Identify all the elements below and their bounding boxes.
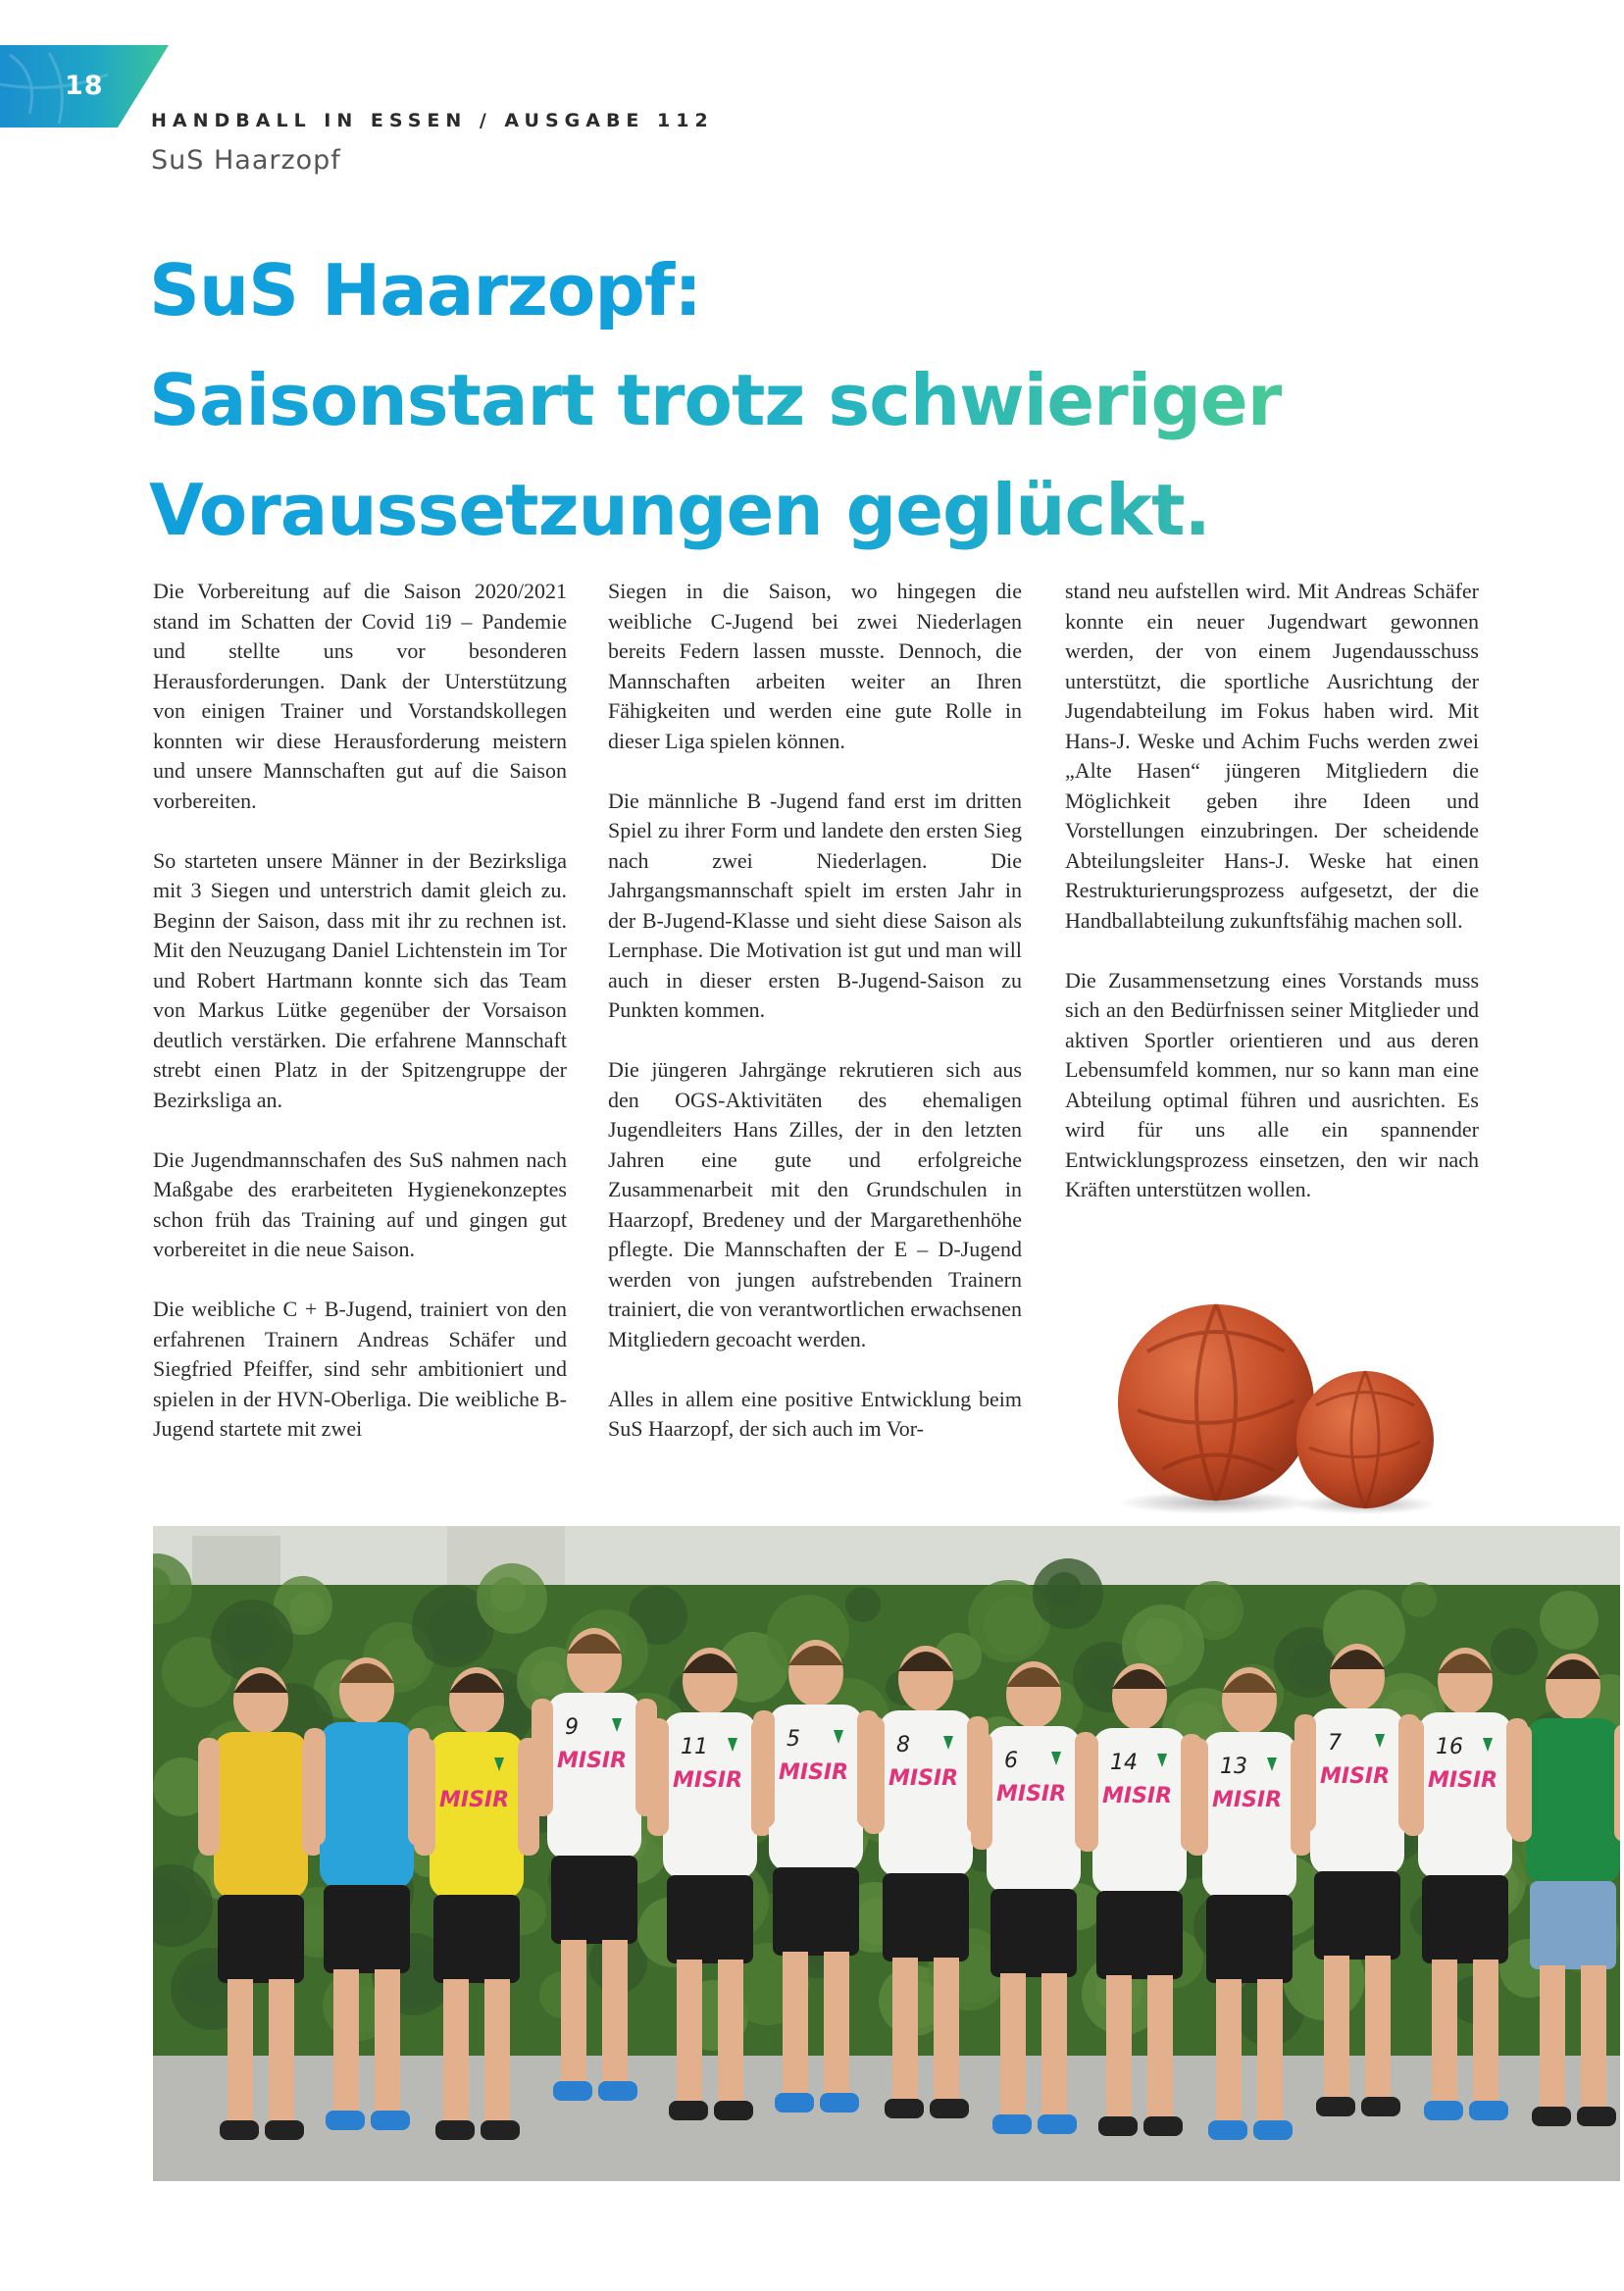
player-shoe	[885, 2099, 924, 2118]
player-shoe	[992, 2114, 1032, 2134]
player-shorts	[883, 1873, 969, 1961]
sponsor-logo: MISIR	[439, 1788, 510, 1812]
player-arm	[863, 1716, 885, 1834]
player-arm	[1614, 1724, 1620, 1842]
player-shoe	[326, 2111, 365, 2130]
player-shoe	[1038, 2114, 1077, 2134]
article-column-3	[1065, 577, 1479, 1235]
player-shirt	[320, 1722, 414, 1889]
paragraph: Die Jugendmannschafen des SuS nahmen nach Maßgabe des erarbeiteten Hygienekonzeptes schon früh das Training auf und gingen gut vorbereitet in die neue Saison.	[153, 1146, 567, 1261]
jersey-number: 11	[681, 1735, 708, 1759]
player-shoe	[1577, 2107, 1616, 2126]
player-leg	[677, 1960, 702, 2107]
jersey-number: 16	[1436, 1735, 1463, 1759]
player-leg	[783, 1952, 808, 2099]
sponsor-logo: MISIR	[888, 1766, 959, 1791]
player-leg	[1324, 1956, 1349, 2103]
sponsor-logo: MISIR	[557, 1749, 628, 1773]
player-shirt	[214, 1732, 308, 1899]
player-leg	[333, 1969, 359, 2116]
player-shoe	[669, 2101, 708, 2120]
player-shoe	[1253, 2120, 1293, 2140]
page-number: 18	[65, 71, 104, 101]
headline-line-1: SuS Haarzopf:	[149, 249, 701, 331]
player-shoe	[598, 2081, 637, 2101]
player-shorts	[1096, 1891, 1183, 1979]
player-leg	[1257, 1979, 1283, 2126]
player-shirt	[987, 1726, 1081, 1893]
player-shoe	[1316, 2097, 1355, 2116]
player-arm	[1294, 1714, 1316, 1832]
player-shoe	[1143, 2116, 1183, 2136]
player-shorts	[667, 1875, 753, 1963]
player-leg	[443, 1979, 469, 2126]
team-photo	[153, 1526, 1620, 2181]
player-leg	[1106, 1975, 1132, 2122]
player-shoe	[1469, 2101, 1508, 2120]
sponsor-logo: MISIR	[1428, 1768, 1498, 1793]
player-leg	[561, 1940, 586, 2087]
sponsor-logo: MISIR	[673, 1768, 743, 1793]
player-leg	[1540, 1965, 1565, 2113]
player-leg	[1041, 1973, 1067, 2120]
handballs-illustration	[1108, 1293, 1442, 1518]
player-leg	[602, 1940, 628, 2087]
paragraph: Siegen in die Saison, wo hingegen die weibliche C-Jugend bei zwei Niederlagen bereits Federn lassen musste. Dennoch, die Mannschaften arbeiten weiter an Ihren Fähigkeiten und werden eine gute Rolle in dieser Liga spielen können.	[608, 579, 1022, 753]
paragraph: Die jüngeren Jahrgänge rekrutieren sich aus den OGS-Aktivitäten des ehemaligen Jugendleiters Hans Zilles, der in den letzten Jahren eine gute und erfolgreiche Zusammenarbeit mit den Grundschulen in Haarzopf, Bredeney und der Margarethenhöhe pflegte. Die Mannschaften der E – D-Jugend werden von jungen aufstrebenden Trainern trainiert, die von verantwortlichen erwachsenen Mitgliedern gecoacht werden.	[608, 1057, 1022, 1351]
player-arm	[1402, 1718, 1424, 1836]
player-shirt	[879, 1710, 973, 1877]
player-leg	[1581, 1965, 1606, 2113]
player-shirt	[1092, 1728, 1187, 1895]
player-arm	[1077, 1734, 1098, 1852]
player-shorts	[1206, 1895, 1293, 1983]
player-shorts	[773, 1867, 859, 1956]
player-shirt	[663, 1712, 757, 1879]
player-arm	[414, 1738, 435, 1856]
headline-line-2: Saisonstart trotz schwieriger	[149, 345, 1581, 455]
sponsor-logo: MISIR	[1102, 1784, 1173, 1808]
player-leg	[1000, 1973, 1026, 2120]
player-shoe	[1208, 2120, 1247, 2140]
paragraph: Die weibliche C + B-Jugend, trainiert von den erfahrenen Trainern Andreas Schäfer und Siegfried Pfeiffer, sind sehr ambitioniert und spielen in der HVN-Oberliga. Die weibliche B-Jugend startete mit zwei	[153, 1297, 567, 1441]
player-leg	[484, 1979, 510, 2126]
player-shirt	[547, 1693, 641, 1859]
player-arm	[1510, 1724, 1532, 1842]
player-arm	[1187, 1738, 1208, 1856]
player-leg	[228, 1979, 253, 2126]
player-shirt	[430, 1732, 524, 1899]
jersey-number: 13	[1220, 1755, 1247, 1779]
large-ball-icon	[1118, 1304, 1314, 1501]
player-leg	[1147, 1975, 1173, 2122]
player-shoe	[1361, 2097, 1400, 2116]
sponsor-logo: MISIR	[1320, 1764, 1391, 1789]
player-arm	[532, 1699, 553, 1816]
player-shoe	[714, 2101, 753, 2120]
jersey-number: 5	[787, 1727, 800, 1752]
player-shorts	[218, 1895, 304, 1983]
player-shorts	[1422, 1875, 1508, 1963]
paragraph: Die Vorbereitung auf die Saison 2020/2021 stand im Schatten der Covid 1i9 – Pandemie und stellte uns vor besonderen Herausforderungen. Dank der Unterstützung von einigen Trainer und Vorstandskollegen konnten wir diese Herausforderung meistern und unsere Mannschaften gut auf die Saison vorbereiten.	[153, 579, 567, 813]
player-shirt	[769, 1705, 863, 1871]
player-shorts	[324, 1885, 410, 1973]
player-shoe	[1424, 2101, 1463, 2120]
section-title: SuS Haarzopf	[151, 145, 341, 176]
player-shirt	[1310, 1708, 1404, 1875]
player-shirt	[1202, 1732, 1296, 1899]
small-ball-icon	[1296, 1371, 1434, 1508]
player-shoe	[265, 2120, 304, 2140]
article-column-2	[608, 577, 1022, 1474]
player-shoe	[220, 2120, 259, 2140]
player-shoe	[820, 2093, 859, 2113]
sponsor-logo: MISIR	[996, 1782, 1067, 1807]
article-headline	[149, 235, 1581, 565]
player-shoe	[1532, 2107, 1571, 2126]
player-leg	[1432, 1960, 1457, 2107]
player-arm	[304, 1728, 326, 1846]
paragraph: Alles in allem eine positive Entwicklung beim SuS Haarzopf, der sich auch im Vor-	[608, 1386, 1022, 1441]
player-shorts	[990, 1889, 1077, 1977]
player-shoe	[553, 2081, 592, 2101]
player-shoe	[371, 2111, 410, 2130]
player-arm	[753, 1710, 775, 1828]
player-arm	[647, 1718, 669, 1836]
headline-line-3: Voraussetzungen geglückt.	[149, 455, 1581, 565]
jersey-number: 14	[1110, 1751, 1138, 1775]
paragraph: stand neu aufstellen wird. Mit Andreas Schäfer konnte ein neuer Jugendwart gewonnen werden, der von einem Jugendausschuss unterstützt, die sportliche Ausrichtung der Jugendabteilung im Fokus haben wird. Mit Hans-J. Weske und Achim Fuchs werden zwei „Alte Hasen“ jüngeren Mitgliedern die Möglichkeit geben ihre Ideen und Vorstellungen einzubringen. Der scheidende Abteilungsleiter Hans-J. Weske hat einen Restrukturierungsprozess aufgesetzt, der die Handballabteilung zukunftsfähig machen soll.	[1065, 579, 1479, 933]
player-arm	[971, 1732, 992, 1850]
player-leg	[892, 1958, 918, 2105]
paragraph: So starteten unsere Männer in der Bezirksliga mit 3 Siegen und unterstrich damit gleich zu. Beginn der Saison, dass mit ihr zu rechnen ist. Mit den Neuzugang Daniel Lichtenstein im Tor und Robert Hartmann konnte sich das Team von Markus Lütke gegenüber der Vorsaison deutlich verstärken. Die erfahrene Mannschaft strebt einen Platz in der Spitzengruppe der Bezirksliga an.	[153, 847, 567, 1112]
player-shirt	[1526, 1718, 1620, 1885]
player-shorts	[551, 1856, 637, 1944]
player-leg	[375, 1969, 400, 2116]
player-leg	[934, 1958, 959, 2105]
player-leg	[1216, 1979, 1242, 2126]
player-shoe	[930, 2099, 969, 2118]
sponsor-logo: MISIR	[1212, 1788, 1283, 1812]
sponsor-logo: MISIR	[779, 1760, 849, 1785]
jersey-number: 9	[565, 1715, 579, 1740]
player-shoe	[1098, 2116, 1138, 2136]
player-arm	[198, 1738, 220, 1856]
player-shorts	[1530, 1881, 1616, 1969]
player-shorts	[433, 1895, 520, 1983]
player-leg	[269, 1979, 294, 2126]
jersey-number: 6	[1004, 1749, 1018, 1773]
player-leg	[718, 1960, 743, 2107]
player-shoe	[435, 2120, 475, 2140]
jersey-number: 7	[1328, 1731, 1342, 1756]
player-shorts	[1314, 1871, 1400, 1960]
player-leg	[824, 1952, 849, 2099]
paragraph: Die männliche B -Jugend fand erst im dritten Spiel zu ihrer Form und landete den ersten Sieg nach zwei Niederlagen. Die Jahrgangsmannschaft spielt im ersten Jahr in der B-Jugend-Klasse und sieht diese Saison als Lernphase. Die Motivation ist gut und man will auch in dieser ersten B-Jugend-Saison zu Punkten kommen.	[608, 788, 1022, 1022]
magazine-kicker: HANDBALL IN ESSEN / AUSGABE 112	[151, 110, 714, 131]
player-shirt	[1418, 1712, 1512, 1879]
player-leg	[1365, 1956, 1391, 2103]
player-leg	[1473, 1960, 1498, 2107]
player-shoe	[775, 2093, 814, 2113]
paragraph: Die Zusammensetzung eines Vorstands muss sich an den Bedürfnissen seiner Mitglieder und aktiven Sportler orientieren und aus deren Lebensumfeld kommen, nur so kann man eine Abteilung optimal führen und ausrichten. Es wird für uns alle ein spannender Entwicklungsprozess einsetzen, den wir nach Kräften unterstützen wollen.	[1065, 967, 1479, 1201]
player-shoe	[481, 2120, 520, 2140]
jersey-number: 8	[896, 1733, 910, 1757]
article-column-1	[153, 577, 567, 1474]
